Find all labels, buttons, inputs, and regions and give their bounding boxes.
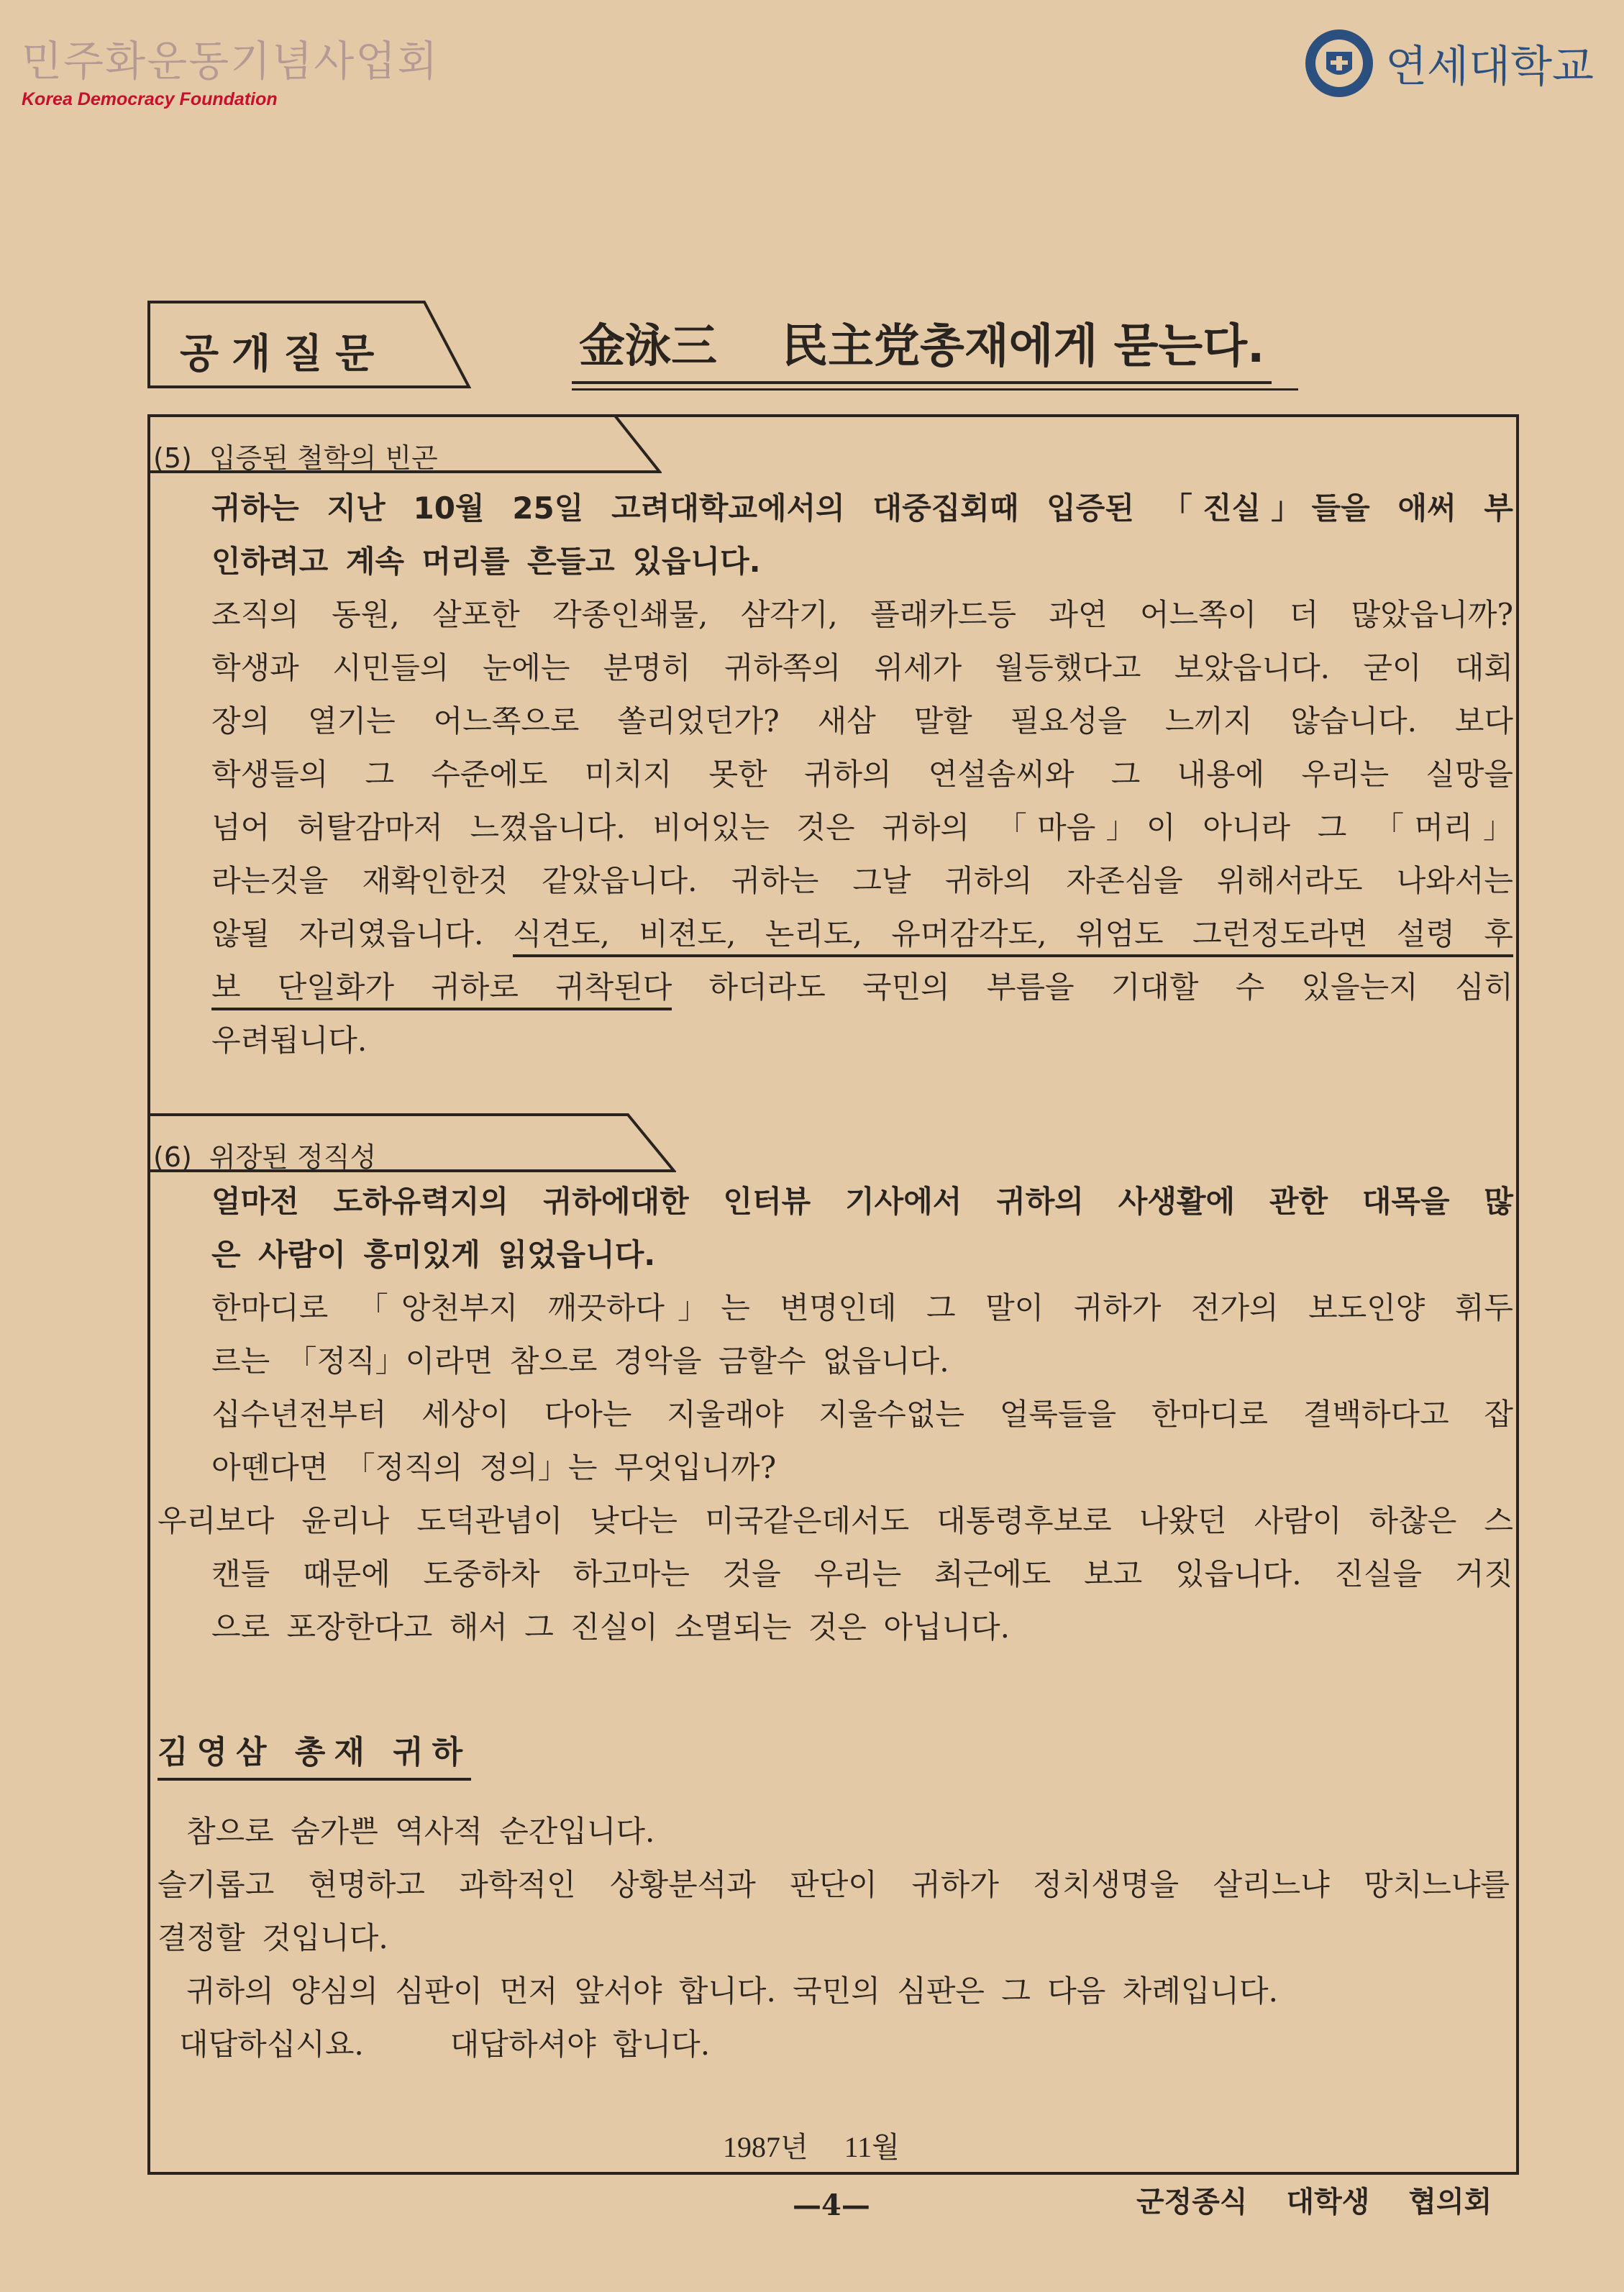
- section-6-line: 아뗀다면 「정직의 정의」는 무엇입니까?: [211, 1450, 777, 1485]
- watermark-english: Korea Democracy Foundation: [22, 89, 278, 109]
- section-6-line: 십수년전부터 세상이 다아는 지울래야 지울수없는 얼룩들을 한마디로 결백하다고 잡: [211, 1397, 1513, 1432]
- section-5-line: 라는것을 재확인한것 같았읍니다. 귀하는 그날 귀하의 자존심을 위해서라도 나와서는: [211, 863, 1513, 898]
- university-seal-icon: [1303, 27, 1375, 99]
- section-6-body: [158, 1175, 1513, 1654]
- section-6-bold-line: 얼마전 도하유력지의 귀하에대한 인터뷰 기사에서 귀하의 사생활에 관한 대목을 많: [211, 1184, 1513, 1219]
- section-5-bold-line: 귀하는 지난 10월 25일 고려대학교에서의 대중집회때 입증된 「진실」들을 애써 부: [211, 490, 1513, 526]
- section-5-bold-line: 인하려고 계속 머리를 흔들고 있읍니다.: [211, 544, 761, 579]
- closing-addressee: 김영삼 총재 귀하: [158, 1726, 471, 1781]
- section-6-heading: [153, 1135, 376, 1174]
- section-6-line: 한마디로 「앙천부지 깨끗하다」는 변명인데 그 말이 귀하가 전가의 보도인양 휘두: [211, 1290, 1513, 1325]
- section-5-underlined: 식견도, 비젼도, 논리도, 유머감각도, 위엄도 그런정도라면 설령 후: [513, 916, 1513, 957]
- signer: 군정종식 대학생 협의회: [1136, 2186, 1492, 2219]
- section-6-line: 르는 「정직」이라면 참으로 경악을 금할수 없읍니다.: [211, 1343, 949, 1379]
- open-question-tab: [147, 301, 471, 388]
- section-5-line: 장의 열기는 어느쪽으로 쏠리었던가? 새삼 말할 필요성을 느끼지 않습니다. 보다: [211, 703, 1513, 739]
- tab-title-text: 공개질문: [180, 331, 388, 378]
- section-6-tab: [147, 1113, 676, 1172]
- watermark: [22, 27, 439, 110]
- section-5-title: 입증된 철학의 빈곤: [209, 442, 438, 474]
- section-5-tab: [147, 414, 662, 473]
- headline: [572, 309, 1305, 391]
- closing-line: 결정할 것입니다.: [158, 1920, 388, 1955]
- section-5-line: 조직의 동원, 살포한 각종인쇄물, 삼각기, 플래카드등 과연 어느쪽이 더 많았읍니까?: [211, 597, 1513, 632]
- section-5-line: 우려됩니다.: [211, 1023, 368, 1058]
- section-5-line: [211, 961, 1513, 1014]
- university-name: 연세대학교: [1385, 42, 1594, 92]
- section-6-bold-line: 은 사람이 흥미있게 읽었읍니다.: [211, 1237, 656, 1272]
- closing-reply-2: 대답하셔야 합니다.: [450, 2027, 711, 2062]
- closing-reply-1: 대답하십시요.: [179, 2027, 364, 2062]
- closing-line: [158, 2018, 1510, 2071]
- headline-rest: 民主党총재에게 묻는다.: [782, 320, 1265, 373]
- headline-double-rule: [572, 388, 1298, 391]
- headline-name: 金泳三: [579, 320, 717, 373]
- page-number: —4—: [793, 2188, 870, 2222]
- closing-line: 슬기롭고 현명하고 과학적인 상황분석과 판단이 귀하가 정치생명을 살리느냐 망치느냐를: [158, 1867, 1510, 1902]
- section-6-line: 캔들 때문에 도중하차 하고마는 것을 우리는 최근에도 보고 있읍니다. 진실을 거짓: [211, 1556, 1513, 1592]
- section-5-line7-plain: 않될 자리였읍니다.: [211, 916, 484, 951]
- headline-text: [572, 309, 1272, 384]
- section-5-heading: [153, 436, 438, 475]
- closing-line: 참으로 숨가쁜 역사적 순간입니다.: [186, 1814, 655, 1849]
- document-date: 1987년 11월: [723, 2131, 900, 2163]
- section-5-line: 넘어 허탈감마저 느꼈읍니다. 비어있는 것은 귀하의 「마음」이 아니라 그 「머리」: [211, 810, 1513, 845]
- section-5-line: [211, 908, 1513, 961]
- university-logo: [1303, 27, 1594, 99]
- section-6-number: (6): [153, 1141, 192, 1173]
- section-5-line: 학생들의 그 수준에도 미치지 못한 귀하의 연설솜씨와 그 내용에 우리는 실망을: [211, 757, 1513, 792]
- section-5-number: (5): [153, 442, 192, 474]
- content-frame: [147, 414, 1519, 2175]
- section-6-line: 으로 포장한다고 해서 그 진실이 소멸되는 것은 아닙니다.: [211, 1610, 1010, 1645]
- closing-line: 귀하의 양심의 심판이 먼저 앞서야 합니다. 국민의 심판은 그 다음 차례입니다.: [186, 1973, 1278, 2009]
- section-5-line: 학생과 시민들의 눈에는 분명히 귀하쪽의 위세가 월등했다고 보았읍니다. 굳이 대회: [211, 650, 1513, 685]
- section-5-underlined: 보 단일화가 귀하로 귀착된다: [211, 969, 672, 1010]
- section-6-title: 위장된 정직성: [209, 1141, 377, 1173]
- section-6-line: 우리보다 윤리나 도덕관념이 낮다는 미국같은데서도 대통령후보로 나왔던 사람이 하찮은 스: [158, 1503, 1513, 1538]
- closing-body: [158, 1805, 1510, 2071]
- section-5-line8-plain: 하더라도 국민의 부름을 기대할 수 있을는지 심히: [708, 969, 1513, 1005]
- section-5-body: [211, 482, 1513, 1067]
- watermark-korean: 민주화운동기념사업회: [22, 37, 439, 86]
